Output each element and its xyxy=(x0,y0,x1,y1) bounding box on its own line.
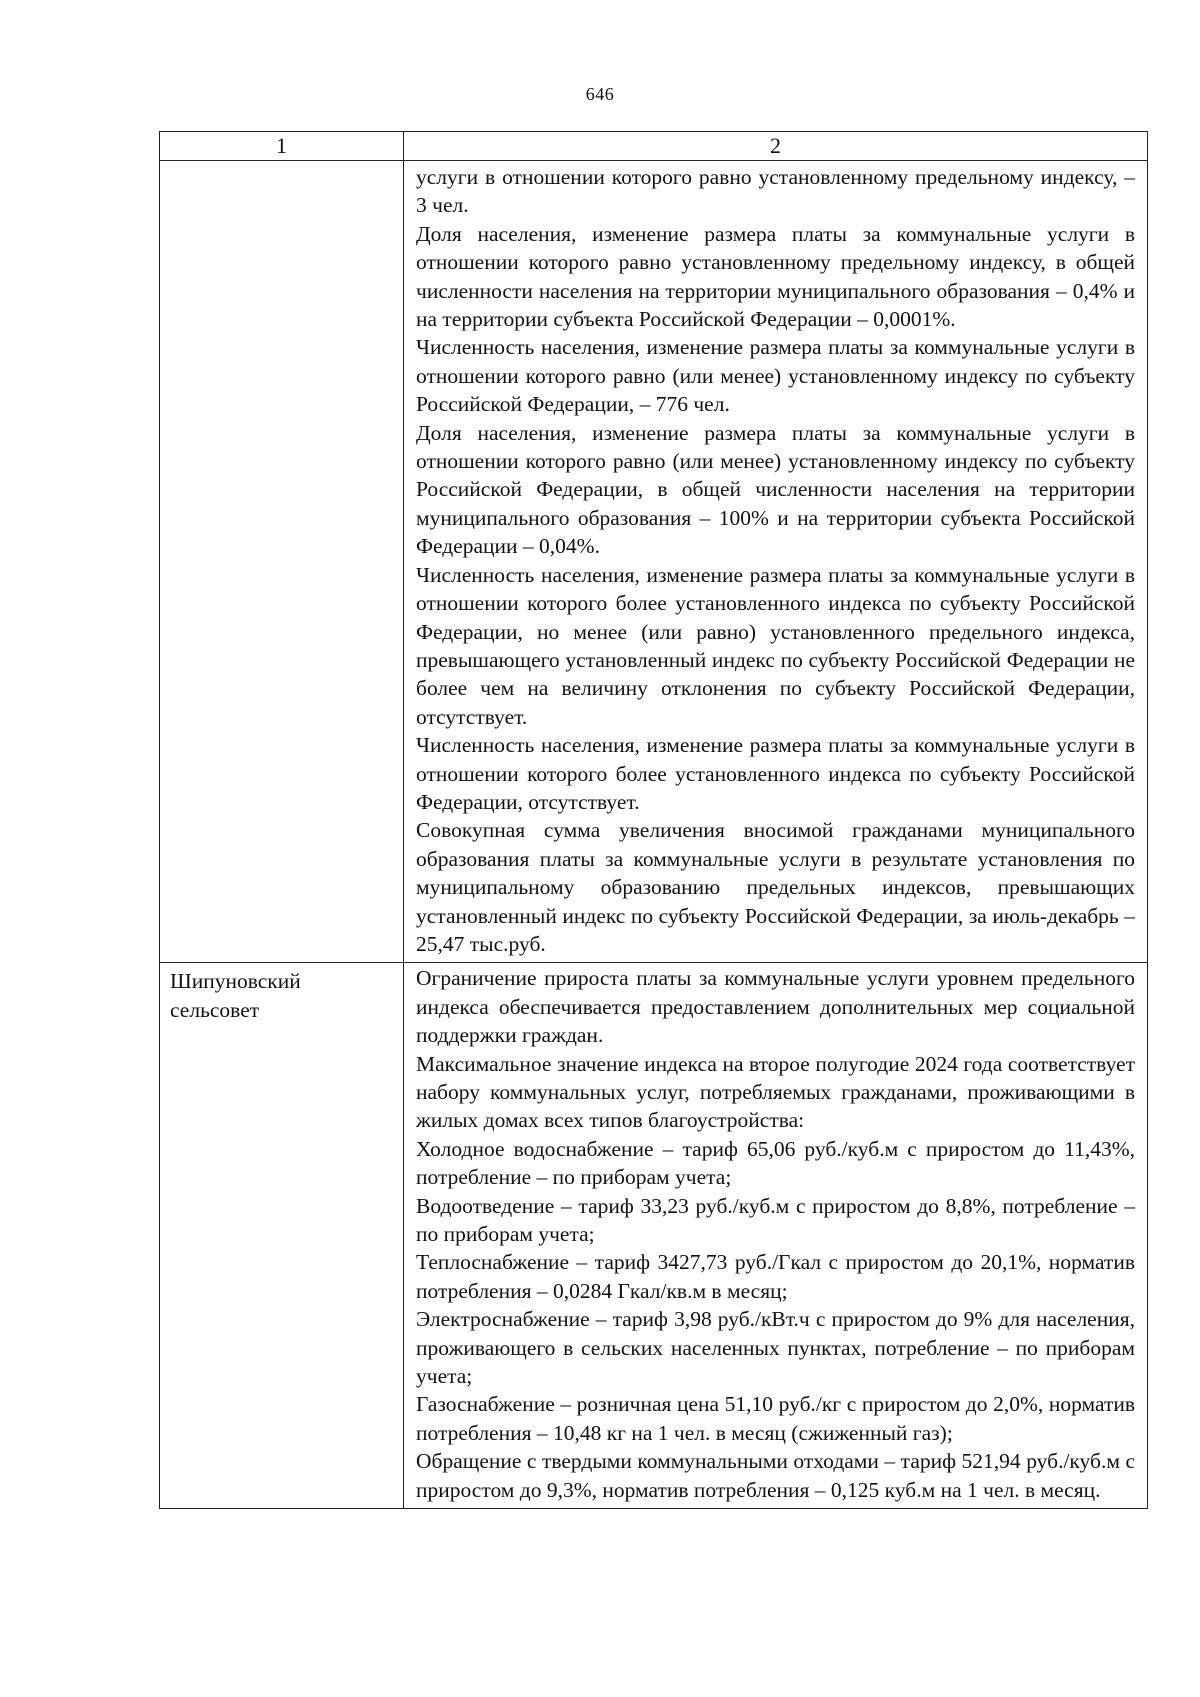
description-cell xyxy=(404,963,1148,1509)
page-number: 646 xyxy=(585,84,615,104)
paragraph: услуги в отношении которого равно установленному предельному индексу, – 3 чел. xyxy=(416,165,1135,218)
table-row xyxy=(160,963,1148,1509)
paragraph: Ограничение прироста платы за коммунальные услуги уровнем предельного индекса обеспечивается предоставлением дополнительных мер социальной поддержки граждан. xyxy=(416,966,1135,1048)
municipality-name-line: Шипуновский xyxy=(170,969,301,994)
paragraph: Теплоснабжение – тариф 3427,73 руб./Гкал с приростом до 20,1%, норматив потребления – 0,0284 Гкал/кв.м в месяц; xyxy=(416,1250,1135,1303)
paragraph: Численность населения, изменение размера платы за коммунальные услуги в отношении которого более установленного индекса по субъекту Российской Федерации, но менее (или равно) установленного предельного индекса, превышающего установленный индекс по субъекту Российской Федерации не более чем на величину отклонения по субъекту Российской Федерации, отсутствует. xyxy=(416,562,1135,729)
paragraph: Обращение с твердыми коммунальными отходами – тариф 521,94 руб./куб.м с приростом до 9,3%, норматив потребления – 0,125 куб.м на 1 чел. в месяц. xyxy=(416,1449,1135,1502)
paragraph: Газоснабжение – розничная цена 51,10 руб./кг с приростом до 2,0%, норматив потребления – 10,48 кг на 1 чел. в месяц (сжиженный газ); xyxy=(416,1392,1135,1445)
column-header-1: 1 xyxy=(160,132,404,161)
municipality-name-cell xyxy=(160,161,404,963)
paragraph: Водоотведение – тариф 33,23 руб./куб.м с приростом до 8,8%, потребление – по приборам учета; xyxy=(416,1193,1135,1247)
document-table xyxy=(159,131,1148,1509)
paragraph: Электроснабжение – тариф 3,98 руб./кВт.ч с приростом до 9% для населения, проживающего в сельских населенных пунктах, потребление – по приборам учета; xyxy=(416,1307,1135,1389)
paragraph: Численность населения, изменение размера платы за коммунальные услуги в отношении которого более установленного индекса по субъекту Российской Федерации, отсутствует. xyxy=(416,733,1135,814)
paragraph: Холодное водоснабжение – тариф 65,06 руб./куб.м с приростом до 11,43%, потребление – по приборам учета; xyxy=(416,1136,1135,1190)
column-header-2: 2 xyxy=(404,132,1148,161)
paragraph: Совокупная сумма увеличения вносимой гражданами муниципального образования платы за коммунальные услуги в результате установления по муниципальному образованию предельных индексов, превышающих установленный индекс по субъекту Российской Федерации, за июль-декабрь – 25,47 тыс.руб. xyxy=(416,818,1135,956)
paragraph: Максимальное значение индекса на второе полугодие 2024 года соответствует набору коммунальных услуг, потребляемых гражданами, проживающими в жилых домах всех типов благоустройства: xyxy=(416,1051,1135,1133)
table-row xyxy=(160,161,1148,963)
paragraph: Доля населения, изменение размера платы за коммунальные услуги в отношении которого равно установленному предельному индексу, в общей численности населения на территории муниципального образования – 0,4% и на территории субъекта Российской Федерации – 0,0001%. xyxy=(416,221,1135,332)
paragraph: Доля населения, изменение размера платы за коммунальные услуги в отношении которого равно (или менее) установленному индексу по субъекту Российской Федерации, в общей численности населения на территории муниципального образования – 100% и на территории субъекта Российской Федерации – 0,04%. xyxy=(416,420,1135,559)
description-cell xyxy=(404,161,1148,963)
municipality-name-line: сельсовет xyxy=(170,997,260,1022)
paragraph: Численность населения, изменение размера платы за коммунальные услуги в отношении которого равно (или менее) установленному индексу по субъекту Российской Федерации, – 776 чел. xyxy=(416,335,1135,417)
municipality-name-cell xyxy=(160,963,404,1509)
table-header-row xyxy=(160,132,1148,161)
